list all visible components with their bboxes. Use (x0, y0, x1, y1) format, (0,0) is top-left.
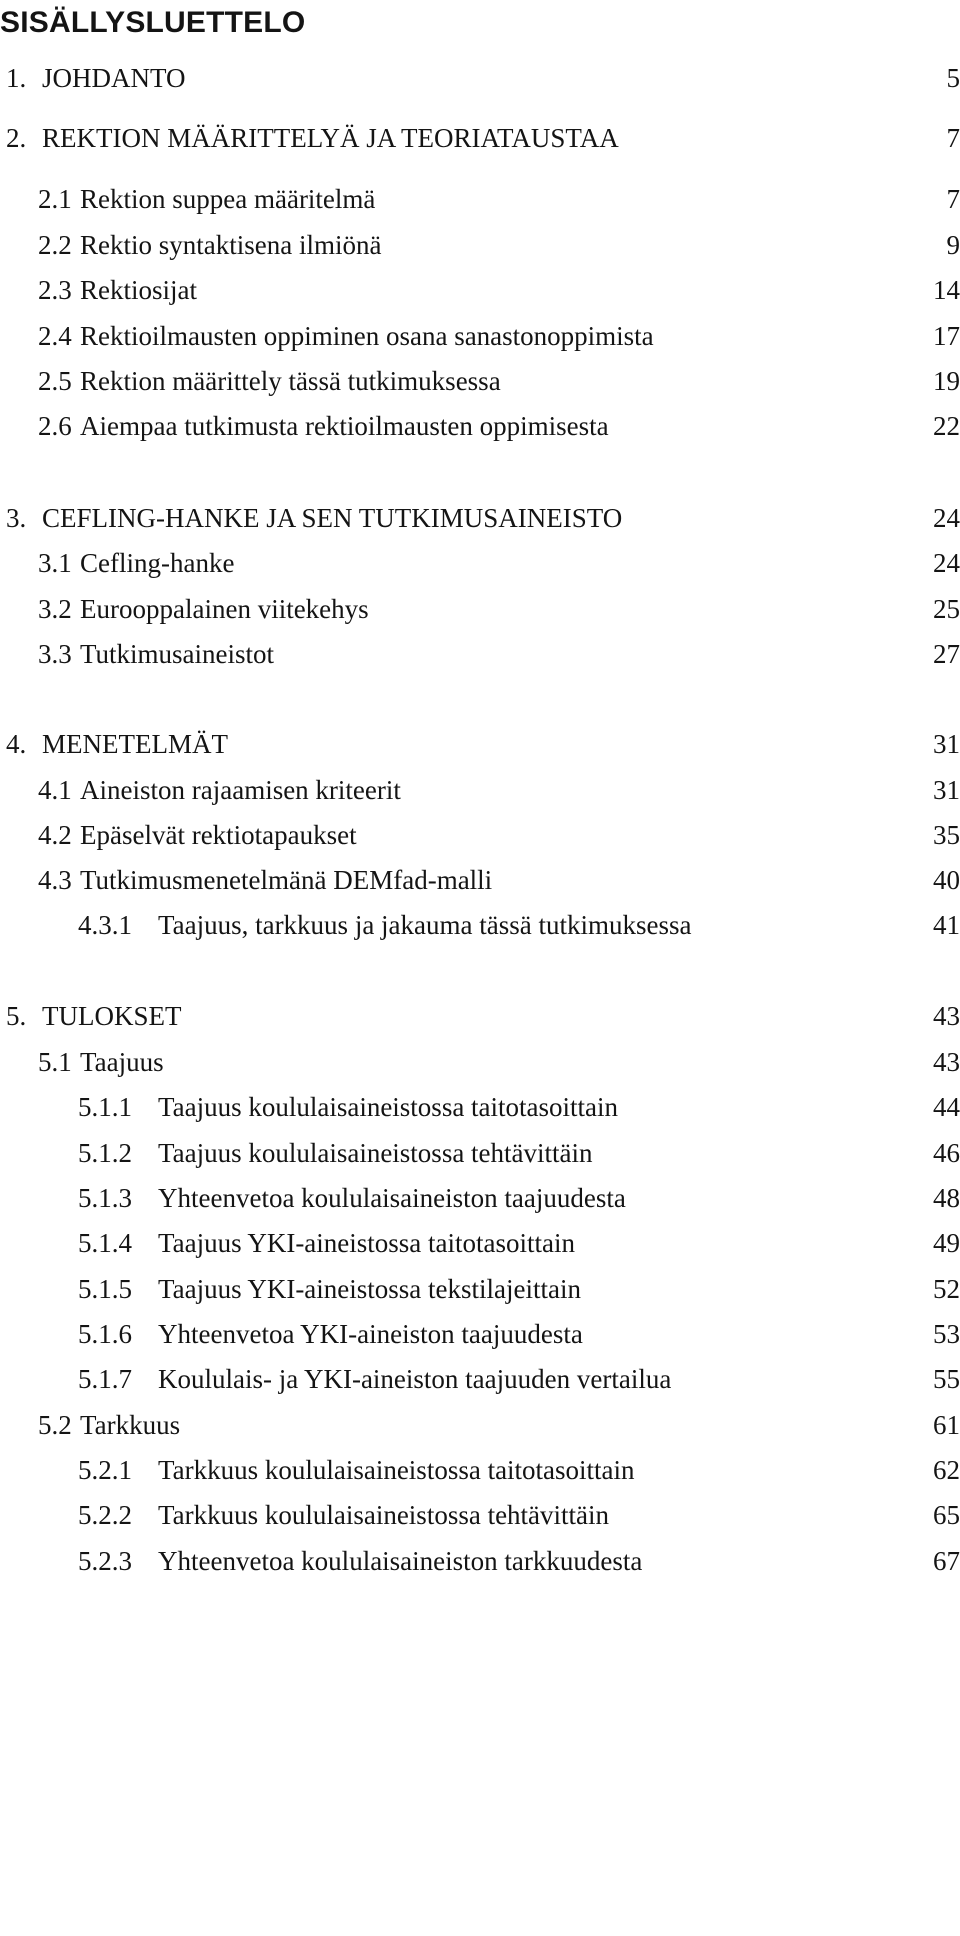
toc-entry-number: 5.2.2 (78, 1500, 132, 1530)
toc-entry-page: 14 (933, 275, 960, 305)
toc-entry-title: Taajuus (80, 1047, 164, 1077)
toc-entry-page: 19 (933, 366, 960, 396)
toc-entry-page: 7 (946, 123, 960, 153)
toc-entry-number: 2.6 (38, 411, 72, 441)
toc-entry (0, 1223, 960, 1263)
toc-entry-title: Taajuus YKI-aineistossa taitotasoittain (158, 1228, 576, 1258)
toc-entry-title: Taajuus koululaisaineistossa taitotasoittain (158, 1092, 619, 1122)
toc-entry-number: 2. (6, 123, 27, 153)
toc-entry-number: 5.1.2 (78, 1138, 132, 1168)
toc-entry-title: Tutkimusaineistot (80, 639, 275, 669)
toc-entry-number: 4.3.1 (78, 910, 132, 940)
toc-entry-title: Yhteenvetoa koululaisaineiston tarkkuudesta (158, 1546, 643, 1576)
toc-entry-page: 31 (933, 775, 960, 805)
toc-entry-page: 49 (933, 1228, 960, 1258)
toc-entry-page: 61 (933, 1410, 960, 1440)
toc-entry-page: 46 (933, 1138, 960, 1168)
toc-entry-title: Eurooppalainen viitekehys (80, 594, 369, 624)
toc-title: SISÄLLYSLUETTELO (0, 6, 306, 39)
toc-entry-number: 5.1.7 (78, 1364, 132, 1394)
toc-entry-page: 27 (933, 639, 960, 669)
toc-entry-page: 24 (933, 503, 960, 533)
toc-entry (0, 543, 960, 583)
toc-entry (0, 815, 960, 855)
toc-entry-number: 3.2 (38, 594, 72, 624)
toc-entry (0, 724, 960, 764)
toc-entry (0, 1541, 960, 1581)
toc-entry-page: 31 (933, 729, 960, 759)
toc-entry (0, 498, 960, 538)
toc-entry-title: Yhteenvetoa YKI-aineiston taajuudesta (158, 1319, 583, 1349)
toc-entry-title: Rektioilmausten oppiminen osana sanastonoppimista (80, 321, 654, 351)
toc-entry (0, 996, 960, 1036)
toc-entry-page: 9 (946, 230, 960, 260)
toc-entry-page: 65 (933, 1500, 960, 1530)
toc-entry-page: 41 (933, 910, 960, 940)
toc-entry-number: 5.1.6 (78, 1319, 132, 1349)
toc-entry (0, 905, 960, 945)
toc-entry-number: 5.1.1 (78, 1092, 132, 1122)
toc-entry-title: TULOKSET (42, 1001, 182, 1031)
toc-entry (0, 316, 960, 356)
toc-entry-number: 2.5 (38, 366, 72, 396)
toc-entry-title: Aineiston rajaamisen kriteerit (80, 775, 401, 805)
toc-entry (0, 1495, 960, 1535)
toc-entry-title: Rektion suppea määritelmä (80, 184, 376, 214)
toc-entry-number: 4.2 (38, 820, 72, 850)
toc-entry (0, 1178, 960, 1218)
toc-entry-number: 5.1.4 (78, 1228, 132, 1258)
toc-entry (0, 1042, 960, 1082)
toc-entry-number: 2.1 (38, 184, 72, 214)
toc-entry (0, 1405, 960, 1445)
toc-entry (0, 1133, 960, 1173)
toc-entry-title: Taajuus koululaisaineistossa tehtävittäin (158, 1138, 593, 1168)
toc-entry-page: 62 (933, 1455, 960, 1485)
toc-entry-number: 2.3 (38, 275, 72, 305)
toc-entry-page: 35 (933, 820, 960, 850)
toc-entry (0, 1314, 960, 1354)
toc-entry-title: Aiempaa tutkimusta rektioilmausten oppimisesta (80, 411, 609, 441)
toc-entry (0, 634, 960, 674)
toc-entry-number: 4.1 (38, 775, 72, 805)
toc-entry-number: 5.2.1 (78, 1455, 132, 1485)
toc-entry-page: 17 (933, 321, 960, 351)
toc-entry (0, 58, 960, 98)
toc-entry-number: 2.2 (38, 230, 72, 260)
toc-entry-title: Cefling-hanke (80, 548, 235, 578)
toc-entry (0, 179, 960, 219)
toc-entry-page: 48 (933, 1183, 960, 1213)
toc-entry-page: 43 (933, 1001, 960, 1031)
toc-entry-number: 5.2.3 (78, 1546, 132, 1576)
toc-entry-page: 43 (933, 1047, 960, 1077)
toc-entry (0, 1450, 960, 1490)
toc-entry-page: 52 (933, 1274, 960, 1304)
toc-entry-title: Rektio syntaktisena ilmiönä (80, 230, 382, 260)
toc-entry-title: Rektion määrittely tässä tutkimuksessa (80, 366, 501, 396)
toc-entry-page: 40 (933, 865, 960, 895)
toc-entry-number: 5.1.3 (78, 1183, 132, 1213)
toc-entry-page: 67 (933, 1546, 960, 1576)
toc-entry (0, 406, 960, 446)
toc-entry-title: MENETELMÄT (42, 729, 228, 759)
toc-entry-title: Taajuus YKI-aineistossa tekstilajeittain (158, 1274, 581, 1304)
toc-entry-number: 5.2 (38, 1410, 72, 1440)
toc-entry-page: 24 (933, 548, 960, 578)
toc-entry-title: CEFLING-HANKE JA SEN TUTKIMUSAINEISTO (42, 503, 623, 533)
toc-entry (0, 361, 960, 401)
toc-entry-title: Koululais- ja YKI-aineiston taajuuden vertailua (158, 1364, 672, 1394)
toc-entry (0, 225, 960, 265)
toc-entry (0, 1359, 960, 1399)
toc-entry-page: 53 (933, 1319, 960, 1349)
toc-entry-number: 4.3 (38, 865, 72, 895)
toc-entry-title: Epäselvät rektiotapaukset (80, 820, 357, 850)
toc-entry-number: 1. (6, 63, 27, 93)
toc-entry-page: 44 (933, 1092, 960, 1122)
toc-entry-number: 5. (6, 1001, 27, 1031)
toc-entry-number: 3.3 (38, 639, 72, 669)
toc-entry (0, 860, 960, 900)
toc-entry-number: 2.4 (38, 321, 72, 351)
toc-entry (0, 118, 960, 158)
toc-entry-number: 3. (6, 503, 27, 533)
toc-entry (0, 770, 960, 810)
toc-entry-page: 25 (933, 594, 960, 624)
toc-entry (0, 1269, 960, 1309)
toc-entry-page: 22 (933, 411, 960, 441)
toc-entry-title: Tarkkuus (80, 1410, 181, 1440)
toc-entry-number: 3.1 (38, 548, 72, 578)
toc-entry-title: Tutkimusmenetelmänä DEMfad-malli (80, 865, 493, 895)
toc-entry-title: REKTION MÄÄRITTELYÄ JA TEORIATAUSTAA (42, 123, 619, 153)
toc-entry-page: 7 (946, 184, 960, 214)
toc-entry (0, 589, 960, 629)
toc-entry-title: Yhteenvetoa koululaisaineiston taajuudesta (158, 1183, 626, 1213)
toc-entry-number: 5.1.5 (78, 1274, 132, 1304)
toc-entry-title: Tarkkuus koululaisaineistossa taitotasoittain (158, 1455, 635, 1485)
toc-entry-page: 55 (933, 1364, 960, 1394)
toc-entry-number: 5.1 (38, 1047, 72, 1077)
toc-entry-title: Taajuus, tarkkuus ja jakauma tässä tutkimuksessa (158, 910, 692, 940)
toc-entry (0, 270, 960, 310)
toc-entry-page: 5 (946, 63, 960, 93)
toc-entry-title: Tarkkuus koululaisaineistossa tehtävittäin (158, 1500, 610, 1530)
toc-entry-title: Rektiosijat (80, 275, 197, 305)
toc-entry-title: JOHDANTO (42, 63, 186, 93)
toc-entry (0, 1087, 960, 1127)
toc-entry-number: 4. (6, 729, 27, 759)
